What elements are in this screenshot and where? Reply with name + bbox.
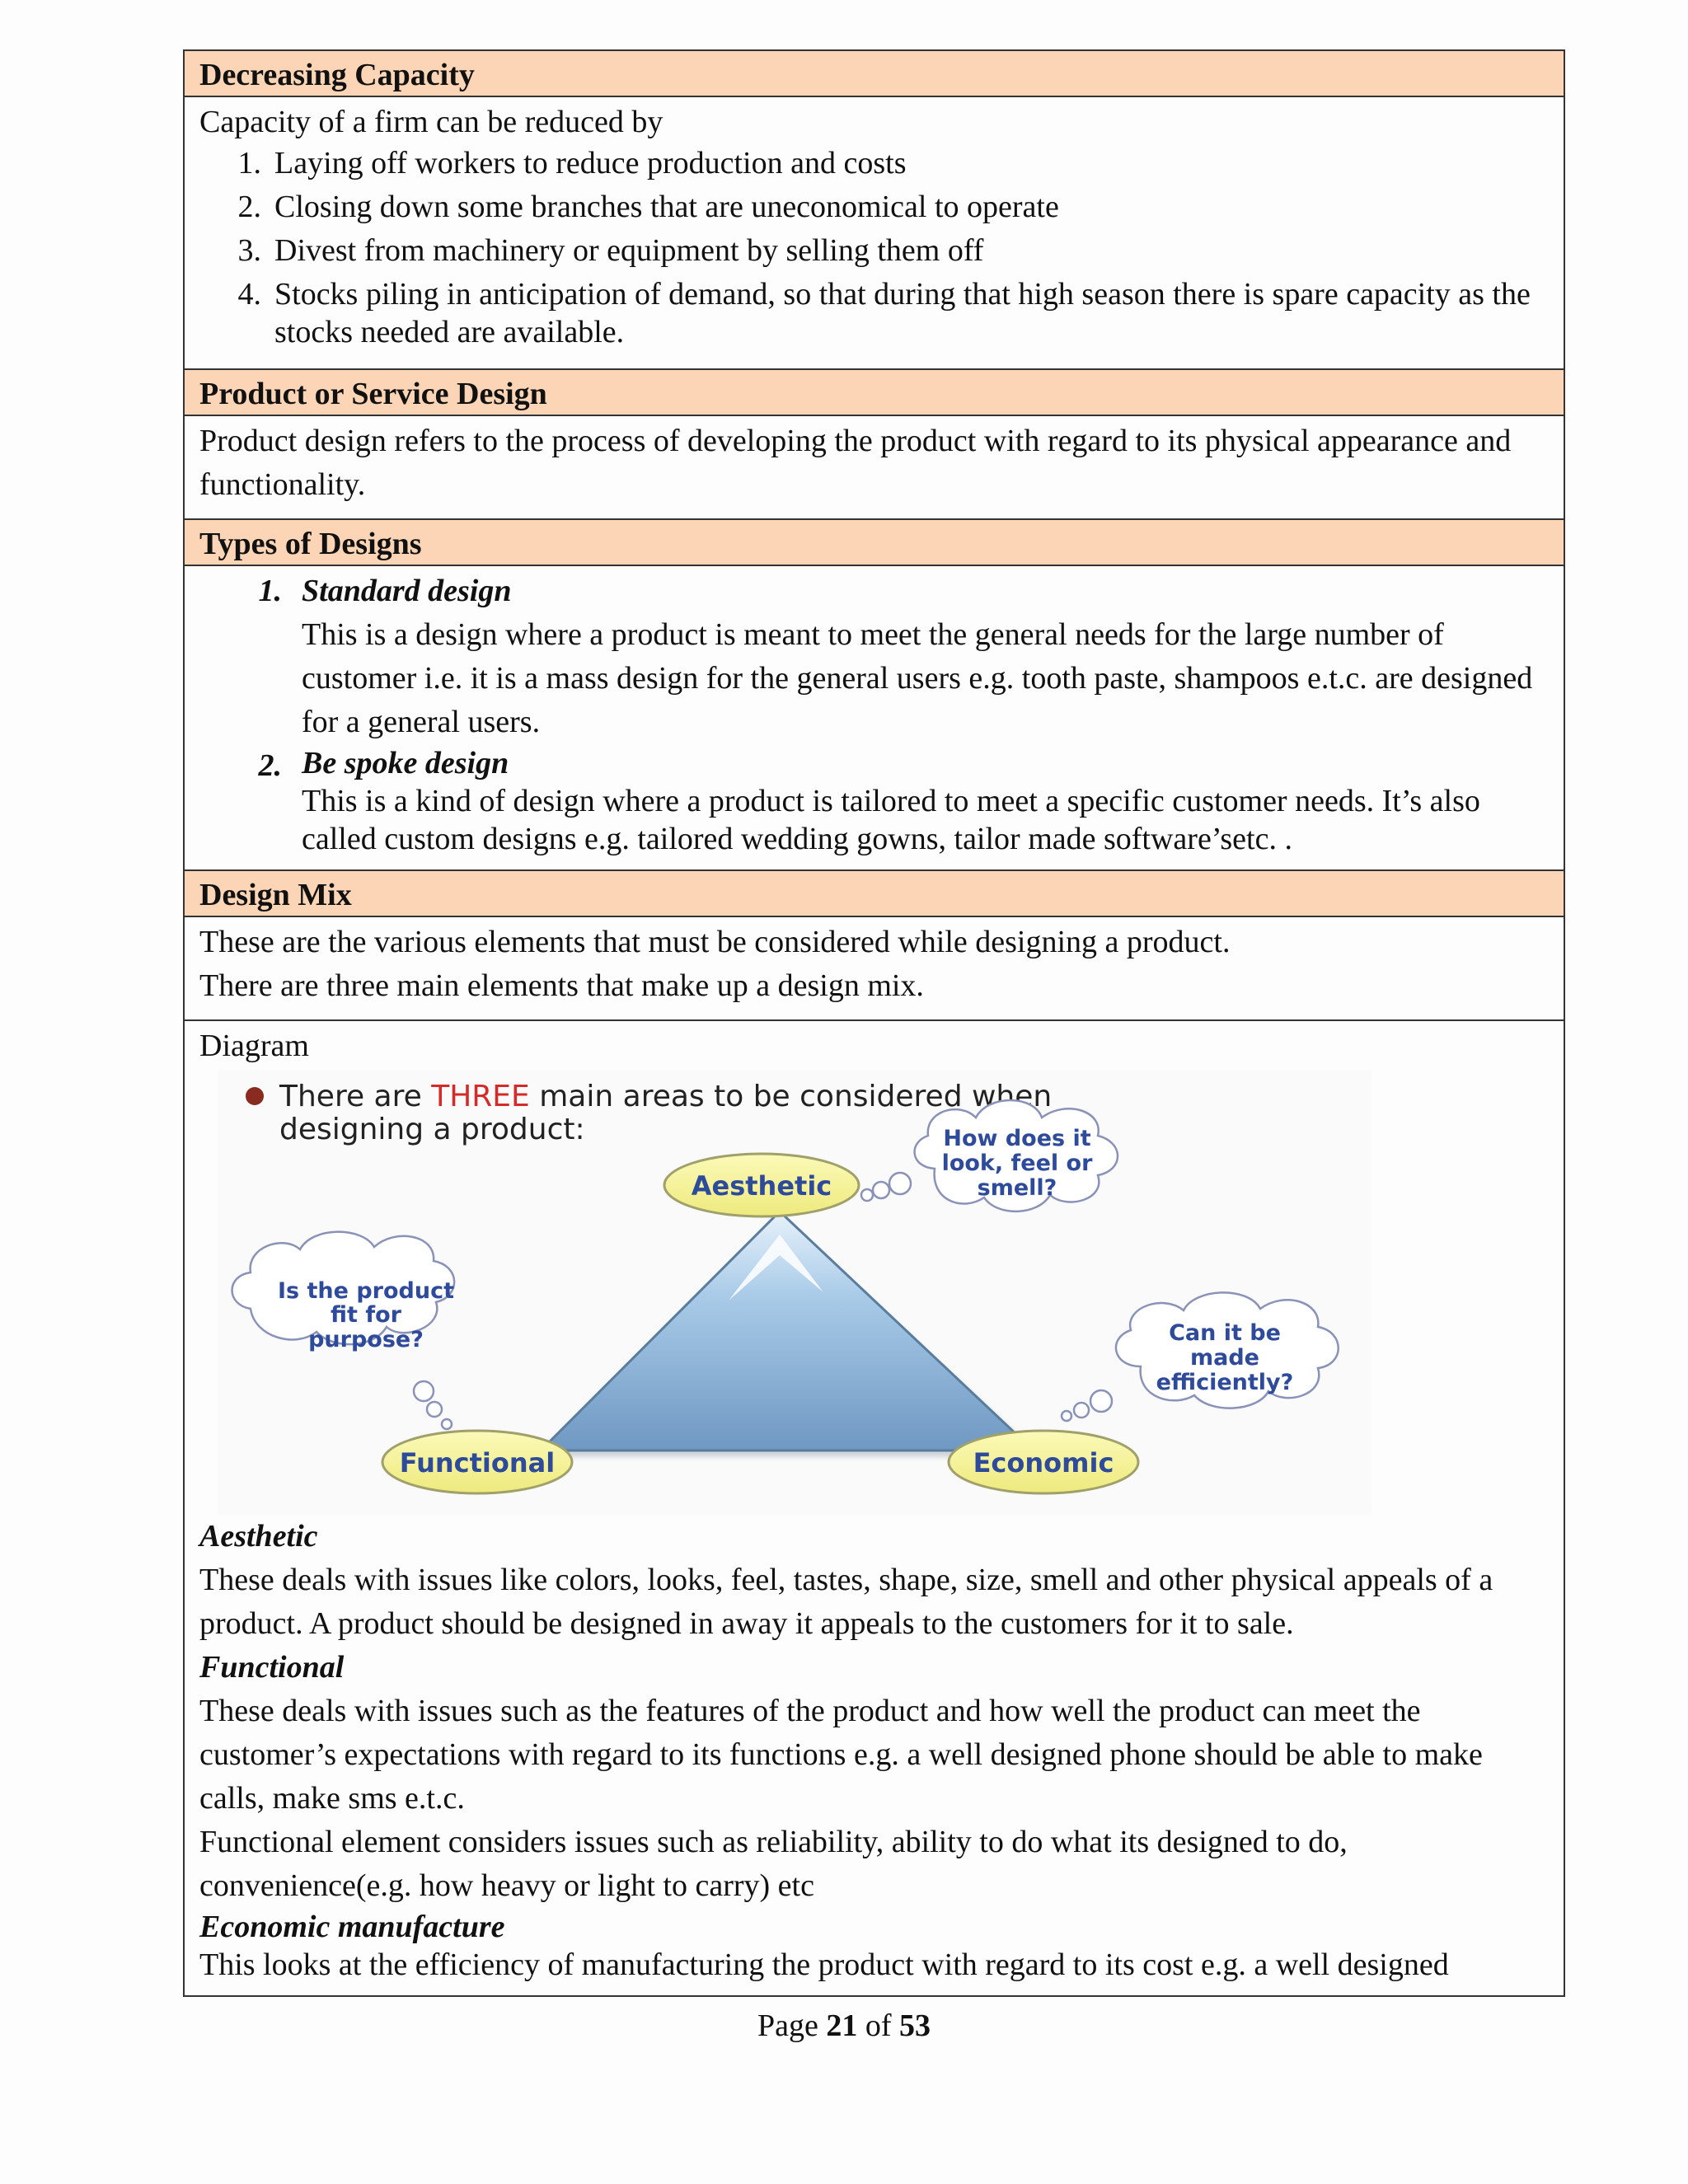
types-of-designs-body — [185, 566, 1564, 871]
list-text: Divest from machinery or equipment by selling them off — [274, 233, 984, 268]
diagram-and-elements-body — [185, 1021, 1564, 1995]
standard-design-text: This is a design where a product is meant to meet the general needs for the large number of customer i.e. it is a mass design for the general users e.g. tooth paste, shampoos e.t.c. are designed for a general users. — [302, 617, 1533, 739]
list-text: Stocks piling in anticipation of demand, so that during that high season there is spare capacity as the stocks needed are available. — [274, 277, 1531, 349]
functional-bubble-line1: Is the product — [277, 1278, 455, 1304]
design-mix-body — [185, 917, 1564, 1021]
economic-text: This looks at the efficiency of manufacturing the product with regard to its cost e.g. a well designed — [199, 1947, 1449, 1982]
list-item — [199, 188, 1549, 226]
page-current: 21 — [826, 2008, 858, 2043]
economic-bubble-line1: Can it be — [1169, 1320, 1281, 1346]
list-item — [199, 275, 1549, 351]
aesthetic-node-label: Aesthetic — [691, 1170, 832, 1202]
economic-bubble-line3: efficiently? — [1156, 1370, 1294, 1395]
diagram-heading-line2: designing a product: — [279, 1113, 585, 1146]
functional-title: Functional — [199, 1650, 345, 1685]
diagram-label: Diagram — [199, 1029, 309, 1063]
section-heading-decreasing-capacity: Decreasing Capacity — [185, 51, 1564, 97]
aesthetic-bubble-line1: How does it — [943, 1126, 1091, 1151]
design-mix-diagram — [218, 1070, 1372, 1515]
aesthetic-text: These deals with issues like colors, looks, feel, tastes, shape, size, smell and other physical appeals of a product. A product should be designed in away it appeals to the customers for it to sale. — [199, 1563, 1493, 1641]
section-heading-product-design: Product or Service Design — [185, 370, 1564, 416]
aesthetic-title: Aesthetic — [199, 1519, 318, 1554]
design-mix-line2: There are three main elements that make up a design mix. — [199, 968, 924, 1003]
list-item — [199, 144, 1549, 182]
diagram-heading: There are THREE main areas to be considered when — [279, 1080, 1053, 1113]
economic-node-label: Economic — [973, 1447, 1114, 1479]
economic-bubble-line2: made — [1190, 1345, 1259, 1371]
product-design-text: Product design refers to the process of developing the product with regard to its physical appearance and functionality. — [199, 424, 1512, 502]
list-number: 3. — [237, 233, 261, 268]
decreasing-list — [199, 144, 1549, 351]
list-number: 2. — [258, 748, 282, 783]
bullet-icon — [246, 1087, 264, 1105]
functional-text-2: Functional element considers issues such as reliability, ability to do what its designed to do, convenience(e.g. how heavy or light to carry) etc — [199, 1825, 1348, 1903]
document-table — [183, 49, 1565, 1997]
functional-bubble-line3: purpose? — [308, 1327, 424, 1352]
section-heading-types-of-designs: Types of Designs — [185, 520, 1564, 566]
design-mix-line1: These are the various elements that must be considered while designing a product. — [199, 925, 1231, 959]
page-total: 53 — [899, 2008, 931, 2043]
aesthetic-bubble-line3: smell? — [977, 1175, 1057, 1201]
list-text: Laying off workers to reduce production and costs — [274, 146, 907, 180]
bespoke-design-text: This is a kind of design where a product is tailored to meet a specific customer needs. It’s also called custom designs e.g. tailored wedding gowns, tailor made software’setc. . — [302, 784, 1480, 856]
decreasing-intro: Capacity of a firm can be reduced by — [199, 105, 663, 139]
page-prefix: Page — [757, 2008, 827, 2043]
page-middle: of — [857, 2008, 900, 2043]
page-footer — [0, 2008, 1688, 2044]
list-text: Closing down some branches that are uneconomical to operate — [274, 190, 1059, 224]
bespoke-design-title: Be spoke design — [302, 746, 509, 780]
list-number: 1. — [258, 574, 282, 608]
product-design-body — [185, 416, 1564, 520]
list-number: 1. — [237, 146, 261, 180]
list-number: 4. — [237, 277, 261, 312]
standard-design-title: Standard design — [302, 574, 512, 608]
section-heading-design-mix: Design Mix — [185, 871, 1564, 917]
diagram-svg — [218, 1070, 1372, 1515]
functional-text-1: These deals with issues such as the features of the product and how well the product can meet the customer’s expectations with regard to its functions e.g. a well designed phone should be able to make calls, make sms e.t.c. — [199, 1694, 1483, 1816]
list-number: 2. — [237, 190, 261, 224]
economic-title: Economic manufacture — [199, 1910, 505, 1944]
list-item — [199, 232, 1549, 269]
decreasing-capacity-body — [185, 97, 1564, 370]
functional-bubble-line2: fit for — [331, 1302, 401, 1328]
aesthetic-bubble-line2: look, feel or — [941, 1151, 1093, 1176]
list-item — [185, 569, 1549, 744]
list-item — [185, 744, 1549, 858]
functional-node-label: Functional — [399, 1447, 556, 1479]
